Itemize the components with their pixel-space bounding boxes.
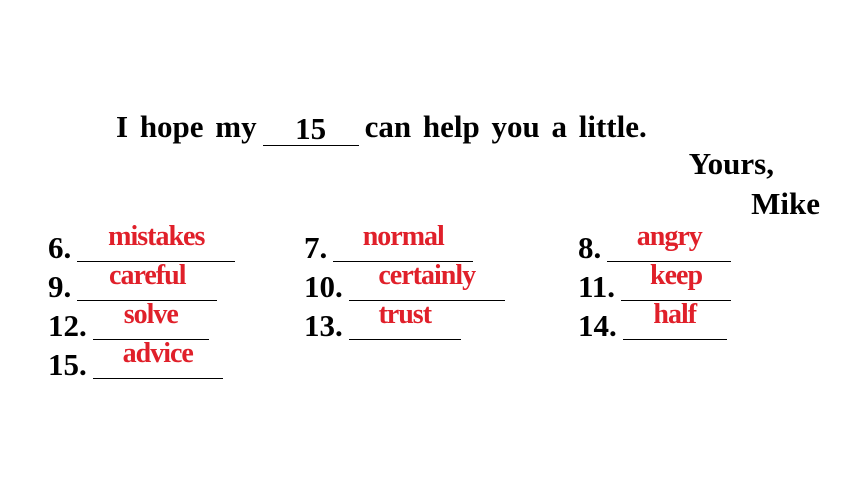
answer-blank (623, 299, 727, 340)
answer-number: 6. (48, 230, 72, 265)
answer-item-15 (48, 338, 223, 383)
answer-word: angry (636, 221, 702, 252)
answer-word: normal (362, 221, 444, 252)
answer-blank (349, 299, 461, 340)
answer-word: half (653, 299, 697, 330)
answer-number: 9. (48, 269, 72, 304)
answer-word: careful (109, 260, 186, 291)
answer-blank (333, 221, 473, 262)
answer-number: 13. (304, 308, 343, 343)
answer-item-14 (578, 299, 727, 344)
answer-number: 8. (578, 230, 602, 265)
answer-word: advice (122, 338, 193, 369)
answer-blank (621, 260, 731, 301)
letter-signature: Mike (751, 186, 820, 221)
answer-word: certainly (378, 260, 476, 291)
letter-closing: Yours, (688, 146, 774, 181)
answer-blank (607, 221, 731, 262)
answer-blank (77, 221, 235, 262)
inline-blank-number: 15 (295, 111, 327, 146)
answer-blank (77, 260, 217, 301)
answer-number: 10. (304, 269, 343, 304)
answer-number: 14. (578, 308, 617, 343)
sentence-end: can help you a little. (364, 109, 647, 144)
inline-blank (263, 113, 359, 146)
answer-number: 12. (48, 308, 87, 343)
answer-word: solve (123, 299, 178, 330)
answer-blank (93, 338, 223, 379)
sentence-start: I hope my (116, 109, 257, 144)
answer-blank (349, 260, 505, 301)
answer-number: 11. (578, 269, 616, 304)
answer-blank (93, 299, 209, 340)
answer-item-13 (304, 299, 461, 344)
answer-number: 15. (48, 347, 87, 382)
passage-sentence (116, 109, 647, 145)
answer-word: mistakes (108, 221, 205, 252)
answer-word: keep (650, 260, 703, 291)
answer-number: 7. (304, 230, 328, 265)
answer-word: trust (378, 299, 432, 330)
